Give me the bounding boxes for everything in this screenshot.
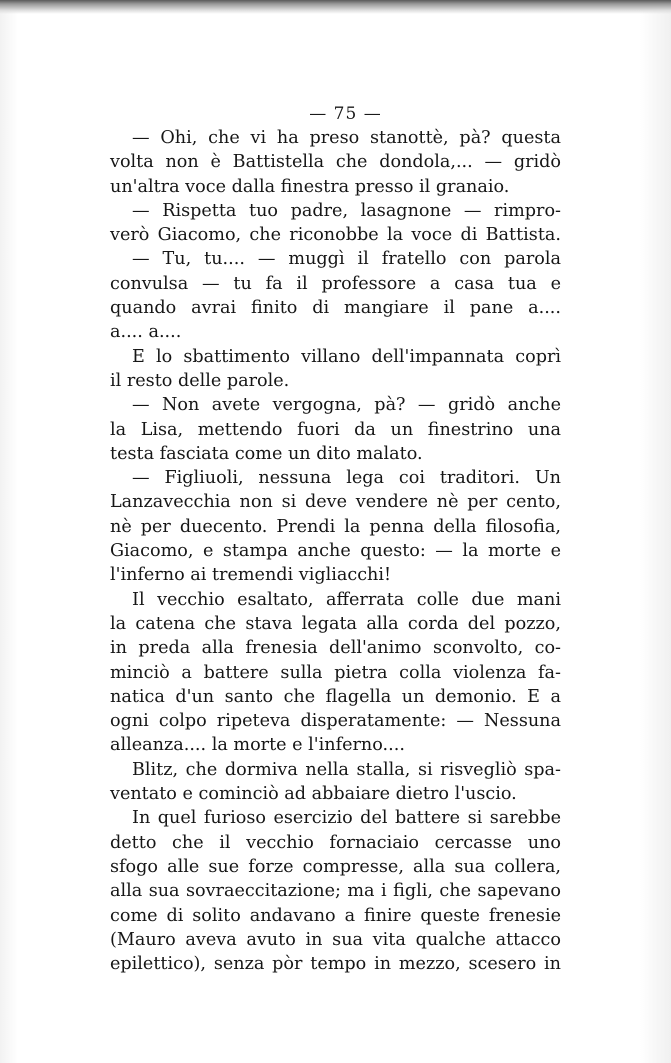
- text-line: la catena che stava legata alla corda del pozzo,: [110, 613, 561, 634]
- text-line: Lanzavecchia non si deve vendere nè per cento,: [110, 492, 561, 513]
- text-line: testa fasciata come un dito malato.: [110, 443, 423, 464]
- text-line: — Rispetta tuo padre, lasagnone — rimpro-: [132, 200, 561, 221]
- text-line: convulsa — tu fa il professore a casa tua e: [110, 273, 561, 294]
- text-line: — Ohi, che vi ha preso stanottè, pà? questa: [132, 128, 561, 148]
- text-line: Il vecchio esaltato, afferrata colle due mani: [132, 589, 561, 610]
- text-line: nè per duecento. Prendi la penna della filosofia,: [110, 516, 561, 537]
- text-line: minciò a battere sulla pietra colla violenza fa-: [110, 662, 561, 683]
- page-top-shadow: [0, 0, 671, 14]
- text-line: a.... a....: [110, 322, 182, 343]
- text-line: natica d'un santo che flagella un demonio. E a: [110, 686, 561, 707]
- text-line: Blitz, che dormiva nella stalla, si risvegliò spa-: [132, 759, 561, 780]
- text-line: alla sua sovraeccitazione; ma i figli, che sapevano: [110, 881, 561, 902]
- text-line: l'inferno ai tremendi vigliacchi!: [110, 565, 392, 586]
- page-text-block: [110, 126, 561, 976]
- text-line: epilettico), senza pòr tempo in mezzo, scesero in: [110, 954, 561, 975]
- text-line: in preda alla frenesia dell'animo sconvolto, co-: [110, 638, 561, 659]
- text-line: un'altra voce dalla finestra presso il granaio.: [110, 176, 510, 197]
- text-line: la Lisa, mettendo fuori da un finestrino una: [110, 419, 561, 440]
- text-line: come di solito andavano a finire queste frenesie: [110, 905, 561, 926]
- text-line: quando avrai finito di mangiare il pane a....: [110, 298, 561, 319]
- text-line: alleanza.... la morte e l'inferno....: [110, 735, 405, 756]
- text-line: — Figliuoli, nessuna lega coi traditori. Un: [132, 468, 561, 489]
- text-line: (Mauro aveva avuto in sua vita qualche attacco: [110, 929, 561, 950]
- text-line: In quel furioso esercizio del battere si sarebbe: [132, 808, 561, 829]
- text-line: verò Giacomo, che riconobbe la voce di Battista.: [110, 225, 561, 246]
- text-line: E lo sbattimento villano dell'impannata coprì: [132, 346, 561, 367]
- page-number: — 75 —: [309, 104, 382, 124]
- text-line: ventato e cominciò ad abbaiare dietro l'uscio.: [110, 784, 517, 805]
- text-line: sfogo alle sue forze compresse, alla sua collera,: [110, 856, 561, 877]
- text-line: il resto delle parole.: [110, 370, 290, 391]
- text-line: volta non è Battistella che dondola,... — gridò: [110, 152, 561, 173]
- text-line: Giacomo, e stampa anche questo: — la morte e: [110, 541, 561, 562]
- text-line: detto che il vecchio fornaciaio cercasse uno: [110, 832, 561, 853]
- text-line: — Non avete vergogna, pà? — gridò anche: [132, 395, 561, 416]
- text-line: — Tu, tu.... — muggì il fratello con parola: [132, 249, 561, 270]
- text-line: ogni colpo ripeteva disperatamente: — Nessuna: [110, 711, 561, 732]
